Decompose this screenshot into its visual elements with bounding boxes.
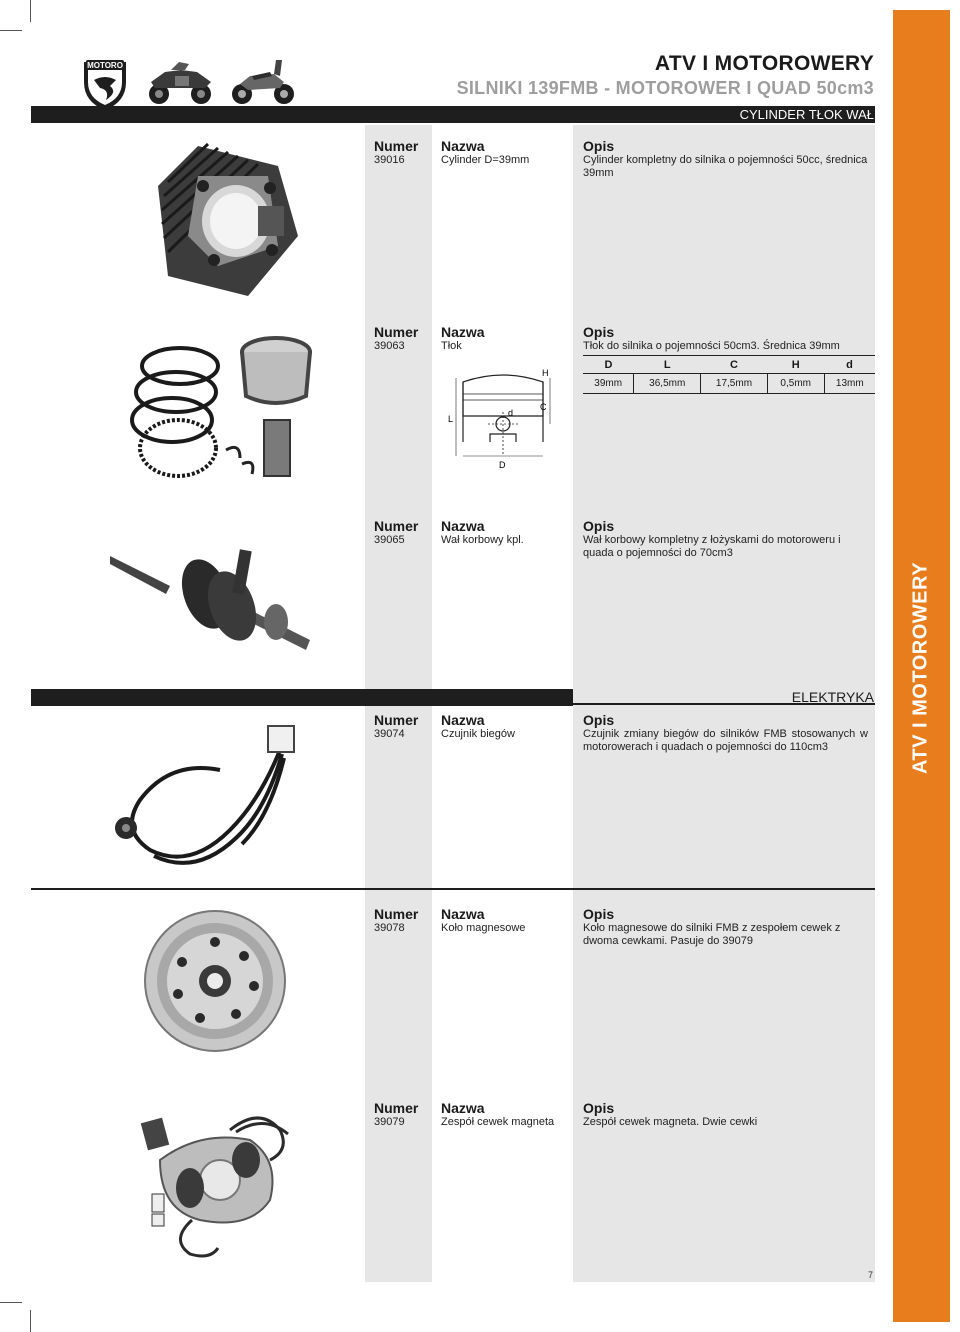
section-label-elektryka: ELEKTRYKA	[791, 689, 874, 705]
dim-value: 13mm	[824, 374, 875, 394]
opis-header: Opis	[583, 324, 615, 340]
crop-mark	[0, 1302, 22, 1303]
numer-header: Numer	[374, 324, 419, 340]
product-number: 39065	[374, 534, 405, 546]
opis-header: Opis	[583, 712, 615, 728]
numer-header: Numer	[374, 1100, 419, 1116]
nazwa-header: Nazwa	[441, 906, 485, 922]
separator-line	[31, 888, 875, 890]
numer-header: Numer	[374, 906, 419, 922]
product-description: Koło magnesowe do silniki FMB z zespołem cewek z dwoma cewkami. Pasuje do 39079	[583, 922, 841, 947]
dim-header: D	[583, 356, 634, 374]
dim-value: 36,5mm	[634, 374, 701, 394]
product-description: Wał korbowy kompletny z łożyskami do motoroweru i quada o pojemności do 70cm3	[583, 534, 841, 559]
product-description: Tłok do silnika o pojemności 50cm3. Średnica 39mm	[583, 340, 840, 352]
opis-header: Opis	[583, 906, 615, 922]
nazwa-header: Nazwa	[441, 518, 485, 534]
diagram-label-c: C	[540, 402, 547, 412]
product-name: Czujnik biegów	[441, 728, 515, 740]
diagram-label-d-small: d	[508, 408, 514, 418]
product-name: Cylinder D=39mm	[441, 154, 530, 166]
opis-header: Opis	[583, 1100, 615, 1116]
dim-header: C	[701, 356, 768, 374]
nazwa-header: Nazwa	[441, 1100, 485, 1116]
product-description: Zespół cewek magneta. Dwie cewki	[583, 1116, 758, 1128]
scooter-photo	[230, 56, 296, 106]
numer-header: Numer	[374, 518, 419, 534]
crop-mark	[0, 30, 22, 31]
logo-text: MOTORO	[87, 61, 123, 70]
numer-header: Numer	[374, 712, 419, 728]
page-number: 7	[868, 1270, 874, 1280]
opis-header: Opis	[583, 138, 615, 154]
numer-header: Numer	[374, 138, 419, 154]
page-subtitle: SILNIKI 139FMB - MOTOROWER I QUAD 50cm3	[456, 78, 874, 98]
side-tab-label: ATV I MOTOROWERY	[909, 561, 932, 775]
product-name: Wał korbowy kpl.	[441, 534, 524, 546]
opis-header: Opis	[583, 518, 615, 534]
dim-value: 39mm	[583, 374, 634, 394]
product-number: 39074	[374, 728, 405, 740]
dim-header: L	[634, 356, 701, 374]
atv-photo	[145, 58, 217, 106]
cylinder-photo	[128, 126, 306, 304]
diagram-label-d: D	[499, 460, 506, 470]
product-number: 39063	[374, 340, 405, 352]
diagram-label-h: H	[542, 368, 549, 378]
page-title: ATV I MOTOROWERY	[654, 52, 874, 75]
nazwa-header: Nazwa	[441, 712, 485, 728]
dim-value: 0,5mm	[767, 374, 824, 394]
motoro-logo	[80, 56, 130, 112]
crop-mark	[30, 1310, 31, 1332]
diagram-label-l: L	[448, 414, 454, 424]
flywheel-photo	[140, 906, 290, 1056]
product-name: Zespół cewek magneta	[441, 1116, 555, 1128]
section-bar-elektryka	[31, 689, 573, 706]
piston-rings-photo	[128, 330, 318, 495]
product-description: Czujnik zmiany biegów do silników FMB stosowanych w motorowerach i quadach o pojemności do 110cm3	[583, 728, 868, 753]
product-number: 39079	[374, 1116, 405, 1128]
product-name: Koło magnesowe	[441, 922, 526, 934]
nazwa-header: Nazwa	[441, 138, 485, 154]
nazwa-header: Nazwa	[441, 324, 485, 340]
gear-sensor-photo	[110, 720, 316, 880]
stator-photo	[140, 1110, 310, 1260]
dim-header: H	[767, 356, 824, 374]
dim-value: 17,5mm	[701, 374, 768, 394]
piston-dimensions-table	[583, 355, 875, 394]
dim-header: d	[824, 356, 875, 374]
product-number: 39078	[374, 922, 405, 934]
product-description: Cylinder kompletny do silnika o pojemności 50cc, średnica 39mm	[583, 154, 868, 179]
product-number: 39016	[374, 154, 405, 166]
crankshaft-photo	[110, 548, 316, 658]
crop-mark	[30, 0, 31, 22]
piston-diagram	[448, 364, 558, 474]
product-name: Tłok	[441, 340, 462, 352]
section-label-cylinder: CYLINDER TŁOK WAŁ	[739, 107, 874, 122]
